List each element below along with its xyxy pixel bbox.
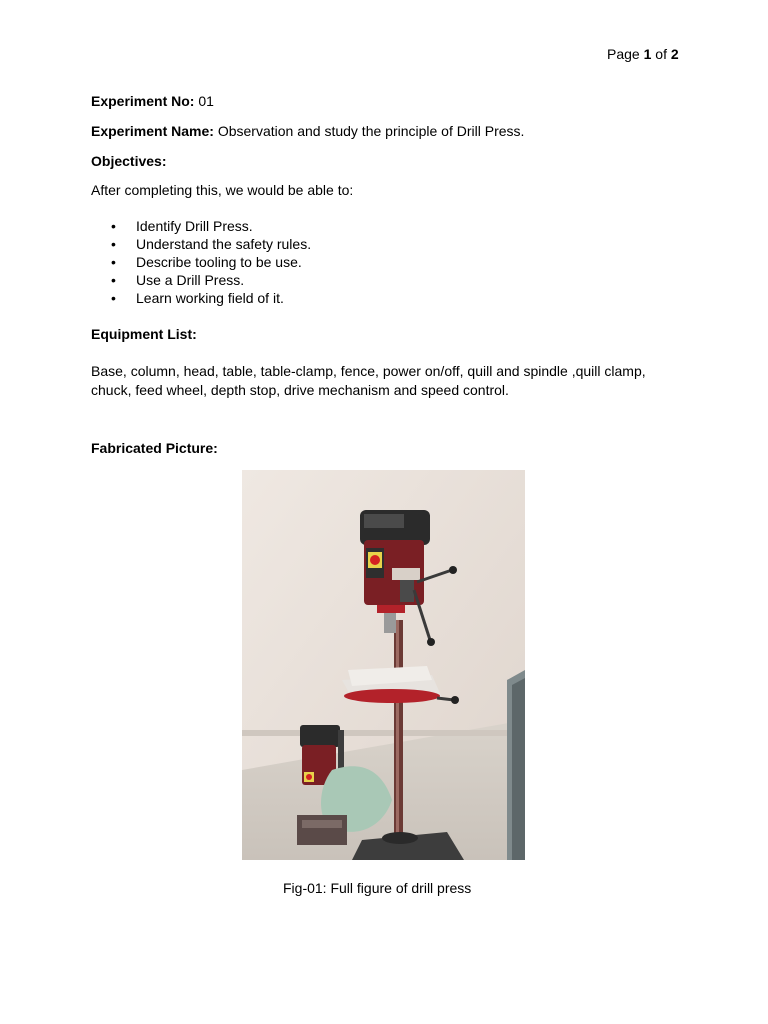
drill-press-photo xyxy=(242,470,525,860)
experiment-name xyxy=(91,123,524,139)
page-total: 2 xyxy=(670,46,679,62)
objectives-list xyxy=(91,218,311,308)
list-item: • Use a Drill Press. xyxy=(91,272,311,290)
experiment-name-label: Experiment Name: xyxy=(91,123,214,139)
experiment-no xyxy=(91,93,214,109)
objectives-heading: Objectives: xyxy=(91,153,167,169)
page-number xyxy=(607,46,679,62)
experiment-name-value: Observation and study the principle of Drill Press. xyxy=(217,123,525,139)
experiment-no-label: Experiment No: xyxy=(91,93,195,109)
figure-heading: Fabricated Picture: xyxy=(91,440,218,456)
list-item: • Describe tooling to be use. xyxy=(91,254,311,272)
figure-caption: Fig-01: Full figure of drill press xyxy=(283,880,472,896)
page-current: 1 xyxy=(643,46,652,62)
objectives-intro: After completing this, we would be able to: xyxy=(91,182,354,198)
list-item: • Understand the safety rules. xyxy=(91,236,311,254)
experiment-no-value: 01 xyxy=(198,93,214,109)
equipment-heading: Equipment List: xyxy=(91,326,197,342)
page-of-label: of xyxy=(655,46,667,62)
list-item: • Identify Drill Press. xyxy=(91,218,311,236)
page-label: Page xyxy=(607,46,640,62)
equipment-text: Base, column, head, table, table-clamp, fence, power on/off, quill and spindle ,quill clamp, chuck, feed wheel, depth stop, drive mechanism and speed control. xyxy=(91,363,646,398)
list-item: • Learn working field of it. xyxy=(91,290,311,308)
